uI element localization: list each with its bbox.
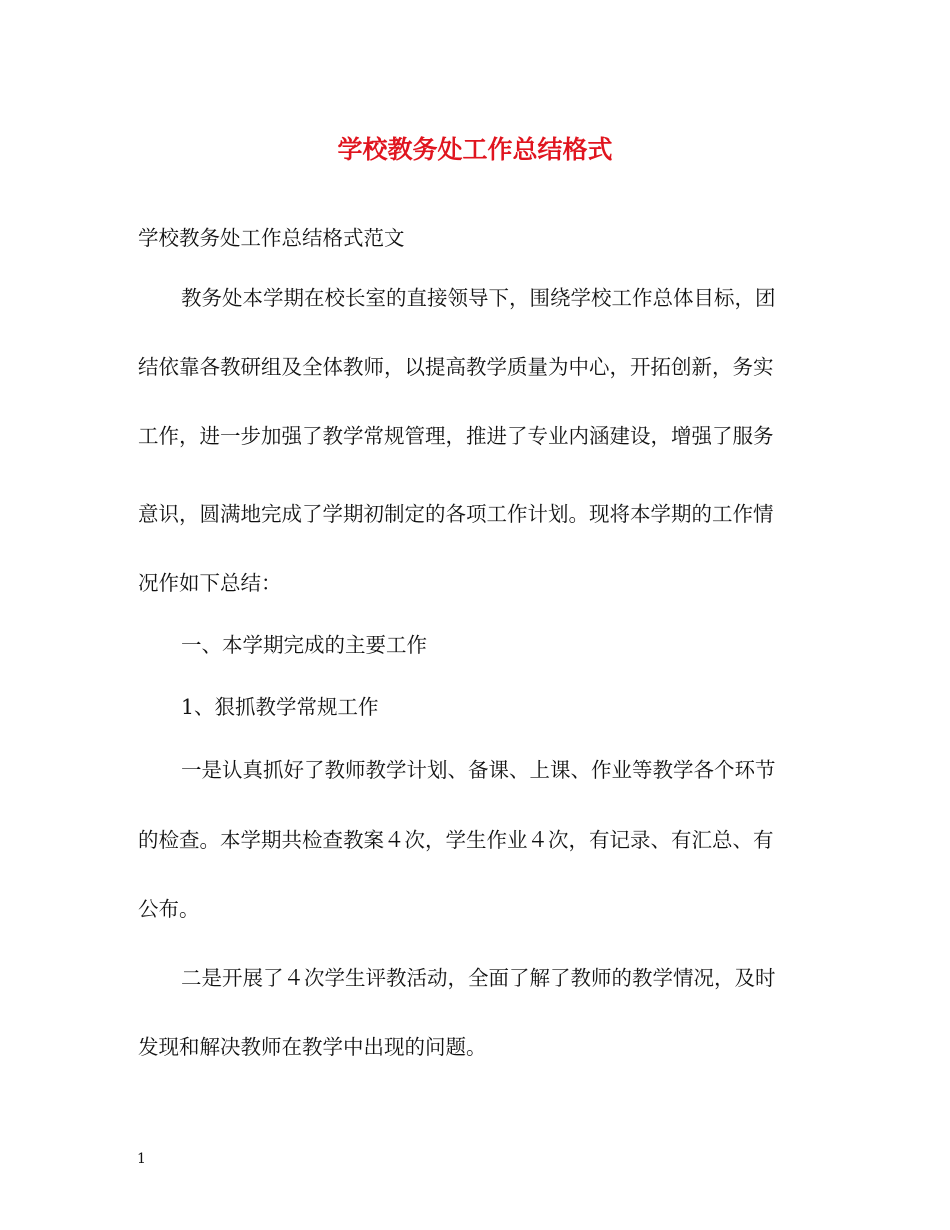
- paragraph-line: 发现和解决教师在教学中出现的问题。: [138, 1035, 487, 1059]
- paragraph-line: 的检查。本学期共检查教案４次，学生作业４次，有记录、有汇总、有: [138, 828, 774, 852]
- subsection-heading: 1、狠抓教学常规工作: [181, 695, 379, 719]
- paragraph-line: 公布。: [138, 897, 200, 921]
- paragraph-line: 工作，进一步加强了教学常规管理，推进了专业内涵建设，增强了服务: [138, 424, 774, 448]
- subtitle-line: 学校教务处工作总结格式范文: [138, 226, 405, 250]
- document-title: 学校教务处工作总结格式: [337, 135, 613, 164]
- paragraph-line: 一是认真抓好了教师教学计划、备课、上课、作业等教学各个环节: [181, 758, 776, 782]
- section-heading: 一、本学期完成的主要工作: [181, 633, 427, 657]
- paragraph-line: 结依靠各教研组及全体教师，以提高教学质量为中心，开拓创新，务实: [138, 355, 774, 379]
- paragraph-line: 二是开展了４次学生评教活动，全面了解了教师的教学情况，及时: [181, 966, 776, 990]
- page-number: 1: [137, 1151, 146, 1167]
- paragraph-line: 意识，圆满地完成了学期初制定的各项工作计划。现将本学期的工作情: [138, 502, 774, 526]
- paragraph-line: 况作如下总结：: [138, 571, 282, 595]
- paragraph-line: 教务处本学期在校长室的直接领导下，围绕学校工作总体目标，团: [181, 286, 776, 310]
